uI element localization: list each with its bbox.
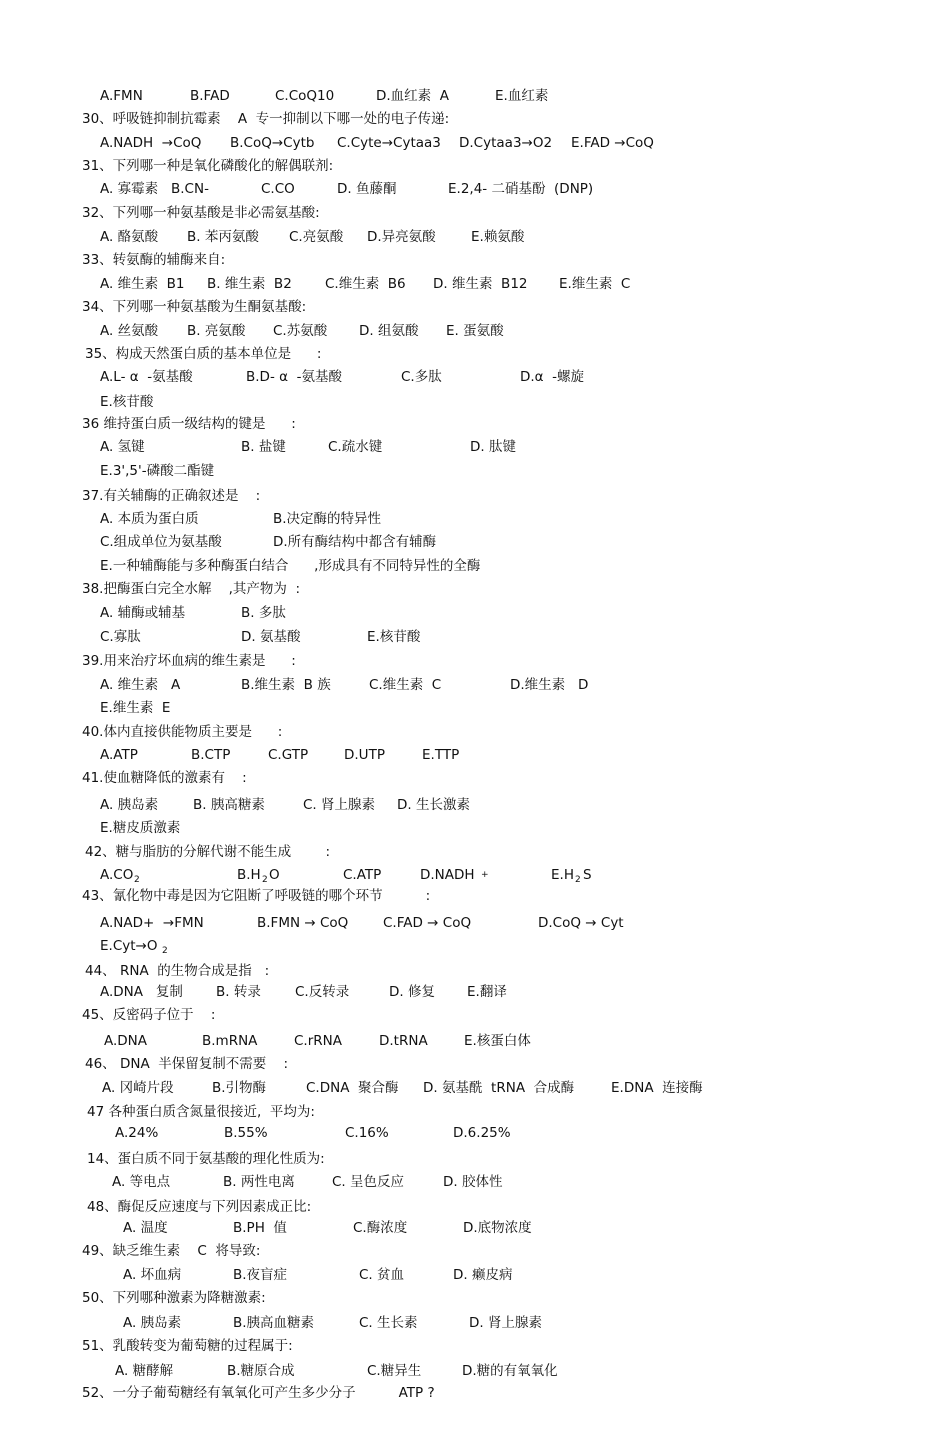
option-text: A.DNA 复制 bbox=[100, 984, 183, 1000]
option-text: A. 胰岛素 bbox=[123, 1315, 182, 1331]
question-text: 41.使血糖降低的激素有 : bbox=[82, 770, 247, 786]
question-text: 36 维持蛋白质一级结构的键是 : bbox=[82, 416, 296, 432]
question-text: 35、构成天然蛋白质的基本单位是 : bbox=[85, 346, 322, 362]
option-text: B.CN- bbox=[171, 181, 209, 197]
question-text: 31、下列哪一种是氧化磷酸化的解偶联剂: bbox=[82, 158, 334, 174]
option-text: E. 蛋氨酸 bbox=[446, 323, 504, 339]
option-text: A. 本质为蛋白质 bbox=[100, 511, 199, 527]
option-text: E.H bbox=[551, 867, 574, 883]
option-text: B. 亮氨酸 bbox=[187, 323, 246, 339]
option-text: C.疏水键 bbox=[328, 439, 383, 455]
text-line bbox=[0, 1078, 950, 1098]
option-text: E.赖氨酸 bbox=[471, 229, 525, 245]
option-text: B. 转录 bbox=[216, 984, 261, 1000]
option-text: A.24% bbox=[115, 1125, 159, 1141]
option-text: E.Cyt→O bbox=[100, 938, 158, 954]
text-line bbox=[0, 579, 950, 599]
question-text: E.维生素 E bbox=[100, 700, 171, 716]
option-text: D.血红素 A bbox=[376, 88, 450, 104]
question-text: E.3',5'-磷酸二酯键 bbox=[100, 463, 215, 479]
script-text: 2 bbox=[134, 875, 140, 885]
option-text: A. 酪氨酸 bbox=[100, 229, 159, 245]
option-text: D.糖的有氧氧化 bbox=[462, 1363, 558, 1379]
question-text: 37.有关辅酶的正确叙述是 : bbox=[82, 488, 261, 504]
text-line bbox=[0, 818, 950, 838]
option-text: D.Cytaa3→O2 bbox=[459, 135, 553, 151]
text-line bbox=[0, 556, 950, 576]
text-line bbox=[0, 321, 950, 341]
text-line bbox=[0, 1031, 950, 1051]
text-line bbox=[0, 367, 950, 387]
text-line bbox=[0, 1218, 950, 1238]
text-line bbox=[0, 961, 950, 981]
option-text: A.L- α -氨基酸 bbox=[100, 369, 193, 385]
text-line bbox=[0, 936, 950, 956]
question-text: 42、糖与脂肪的分解代谢不能生成 : bbox=[85, 844, 331, 860]
option-text: D. 维生素 B12 bbox=[433, 276, 528, 292]
option-text: D.6.25% bbox=[453, 1125, 511, 1141]
option-text: A.NADH →CoQ bbox=[100, 135, 202, 151]
option-text: A. 丝氨酸 bbox=[100, 323, 159, 339]
option-text: B.FMN → CoQ bbox=[257, 915, 349, 931]
text-line bbox=[0, 982, 950, 1002]
option-text: D.tRNA bbox=[379, 1033, 428, 1049]
option-text: B.H bbox=[237, 867, 261, 883]
option-text: E.FAD →CoQ bbox=[571, 135, 654, 151]
text-line bbox=[0, 392, 950, 412]
option-text: D. 生长激素 bbox=[397, 797, 470, 813]
text-line bbox=[0, 627, 950, 647]
question-text: E.核苷酸 bbox=[100, 394, 154, 410]
text-line bbox=[0, 745, 950, 765]
option-text: C.糖异生 bbox=[367, 1363, 422, 1379]
option-text: C.CoQ10 bbox=[275, 88, 335, 104]
text-line bbox=[0, 250, 950, 270]
option-text: C. 肾上腺素 bbox=[303, 797, 376, 813]
option-text: D.异亮氨酸 bbox=[367, 229, 436, 245]
option-text: C. 呈色反应 bbox=[332, 1174, 405, 1190]
option-text: B. 盐键 bbox=[241, 439, 286, 455]
option-text: A. 维生素 B1 bbox=[100, 276, 185, 292]
text-line bbox=[0, 1102, 950, 1122]
option-text: D.NADH bbox=[420, 867, 475, 883]
text-line bbox=[0, 227, 950, 247]
option-text: A. 坏血病 bbox=[123, 1267, 182, 1283]
text-line bbox=[0, 1123, 950, 1143]
option-text: A. 氢键 bbox=[100, 439, 145, 455]
option-text: E.核苷酸 bbox=[367, 629, 421, 645]
text-line bbox=[0, 509, 950, 529]
question-text: 47 各种蛋白质含氮量很接近, 平均为: bbox=[87, 1104, 315, 1120]
question-text: 14、蛋白质不同于氨基酸的理化性质为: bbox=[87, 1151, 325, 1167]
script-text: + bbox=[481, 870, 489, 880]
text-line bbox=[0, 1172, 950, 1192]
option-text: D. 胶体性 bbox=[443, 1174, 503, 1190]
text-line bbox=[0, 179, 950, 199]
option-text: A. 等电点 bbox=[112, 1174, 171, 1190]
option-text: D. 氨基酸 bbox=[241, 629, 301, 645]
option-text: E.血红素 bbox=[495, 88, 549, 104]
option-text: E.维生素 C bbox=[559, 276, 631, 292]
option-text: B.维生素 B 族 bbox=[241, 677, 331, 693]
option-text: B.CoQ→Cytb bbox=[230, 135, 315, 151]
option-text: B. 两性电离 bbox=[223, 1174, 295, 1190]
option-text: B. 苯丙氨酸 bbox=[187, 229, 259, 245]
text-line bbox=[0, 1241, 950, 1261]
question-text: 51、乳酸转变为葡萄糖的过程属于: bbox=[82, 1338, 293, 1354]
script-text: 2 bbox=[575, 875, 581, 885]
option-text: B. 胰高糖素 bbox=[193, 797, 265, 813]
option-text: C.寡肽 bbox=[100, 629, 141, 645]
text-line bbox=[0, 675, 950, 695]
option-text: C.Cyte→Cytaa3 bbox=[337, 135, 441, 151]
question-text: 45、反密码子位于 : bbox=[82, 1007, 216, 1023]
text-line bbox=[0, 768, 950, 788]
text-line bbox=[0, 722, 950, 742]
question-text: 39.用来治疗坏血病的维生素是 : bbox=[82, 653, 296, 669]
text-line bbox=[0, 842, 950, 862]
option-text: D.底物浓度 bbox=[463, 1220, 532, 1236]
option-text: B.D- α -氨基酸 bbox=[246, 369, 342, 385]
option-text: C.苏氨酸 bbox=[273, 323, 328, 339]
option-text: B.mRNA bbox=[202, 1033, 258, 1049]
option-text: C.反转录 bbox=[295, 984, 350, 1000]
text-line bbox=[0, 886, 950, 906]
question-text: E.一种辅酶能与多种酶蛋白结合 ,形成具有不同特异性的全酶 bbox=[100, 558, 481, 574]
question-text: E.糖皮质激素 bbox=[100, 820, 181, 836]
option-text: D. 氨基酰 tRNA 合成酶 bbox=[423, 1080, 575, 1096]
option-text: C.多肽 bbox=[401, 369, 442, 385]
option-text: C.CO bbox=[261, 181, 295, 197]
question-text: 33、转氨酶的辅酶来自: bbox=[82, 252, 226, 268]
option-text: C.rRNA bbox=[294, 1033, 342, 1049]
text-line bbox=[0, 1361, 950, 1381]
option-text: A.ATP bbox=[100, 747, 138, 763]
text-line bbox=[0, 603, 950, 623]
question-text: 44、 RNA 的生物合成是指 : bbox=[85, 963, 270, 979]
question-text: 50、下列哪种激素为降糖激素: bbox=[82, 1290, 266, 1306]
text-line bbox=[0, 795, 950, 815]
option-text: A. 冈崎片段 bbox=[102, 1080, 174, 1096]
option-text: B. 维生素 B2 bbox=[207, 276, 292, 292]
question-text: 52、一分子葡萄糖经有氧氧化可产生多少分子 ATP ? bbox=[82, 1385, 435, 1401]
option-text: A.NAD+ →FMN bbox=[100, 915, 204, 931]
option-text: E.DNA 连接酶 bbox=[611, 1080, 703, 1096]
option-text: D.所有酶结构中都含有辅酶 bbox=[273, 534, 437, 550]
option-text: A. 维生素 A bbox=[100, 677, 181, 693]
text-line bbox=[0, 274, 950, 294]
text-line bbox=[0, 461, 950, 481]
option-text: E.TTP bbox=[422, 747, 460, 763]
option-text: B.夜盲症 bbox=[233, 1267, 288, 1283]
text-line bbox=[0, 156, 950, 176]
option-text: D. 癞皮病 bbox=[453, 1267, 513, 1283]
option-text: B. 多肽 bbox=[241, 605, 286, 621]
option-text: C.DNA 聚合酶 bbox=[306, 1080, 399, 1096]
option-text: A. 辅酶或辅基 bbox=[100, 605, 186, 621]
text-line bbox=[0, 1383, 950, 1403]
option-text: C.FAD → CoQ bbox=[383, 915, 472, 931]
script-text: 2 bbox=[162, 946, 168, 956]
text-line bbox=[0, 203, 950, 223]
option-text: B.糖原合成 bbox=[227, 1363, 295, 1379]
option-text: D.α -螺旋 bbox=[520, 369, 585, 385]
option-text: D. 肽键 bbox=[470, 439, 516, 455]
option-text: B.胰高血糖素 bbox=[233, 1315, 315, 1331]
option-text: E.翻译 bbox=[467, 984, 507, 1000]
text-line bbox=[0, 1265, 950, 1285]
option-text: B.FAD bbox=[190, 88, 230, 104]
option-text: C. 生长素 bbox=[359, 1315, 418, 1331]
option-text: D. 鱼藤酮 bbox=[337, 181, 397, 197]
script-text: 2 bbox=[262, 875, 268, 885]
text-line bbox=[0, 651, 950, 671]
question-text: 40.体内直接供能物质主要是 : bbox=[82, 724, 283, 740]
option-text: C.16% bbox=[345, 1125, 389, 1141]
option-text: D.维生素 D bbox=[510, 677, 589, 693]
option-text: D. 肾上腺素 bbox=[469, 1315, 542, 1331]
option-text: D.UTP bbox=[344, 747, 385, 763]
question-text: 30、呼吸链抑制抗霉素 A 专一抑制以下哪一处的电子传递: bbox=[82, 111, 450, 127]
text-line bbox=[0, 297, 950, 317]
option-text: B.PH 值 bbox=[233, 1220, 287, 1236]
option-text: A. 温度 bbox=[123, 1220, 168, 1236]
text-line bbox=[0, 1288, 950, 1308]
text-line bbox=[0, 532, 950, 552]
question-text: 46、 DNA 半保留复制不需要 : bbox=[85, 1056, 288, 1072]
question-text: 49、缺乏维生素 C 将导致: bbox=[82, 1243, 261, 1259]
option-text: B.55% bbox=[224, 1125, 268, 1141]
text-line bbox=[0, 109, 950, 129]
text-line bbox=[0, 86, 950, 106]
text-line bbox=[0, 344, 950, 364]
text-line bbox=[0, 1005, 950, 1025]
option-text: C.维生素 B6 bbox=[325, 276, 406, 292]
option-text: C. 贫血 bbox=[359, 1267, 405, 1283]
option-text: D. 组氨酸 bbox=[359, 323, 419, 339]
option-text: B.决定酶的特异性 bbox=[273, 511, 382, 527]
option-text: A.DNA bbox=[104, 1033, 148, 1049]
text-line bbox=[0, 698, 950, 718]
text-line bbox=[0, 414, 950, 434]
option-text bbox=[162, 936, 168, 961]
text-line bbox=[0, 133, 950, 153]
option-text: A. 寡霉素 bbox=[100, 181, 159, 197]
option-text: D.CoQ → Cyt bbox=[538, 915, 624, 931]
option-text: D. 修复 bbox=[389, 984, 435, 1000]
option-text: C.亮氨酸 bbox=[289, 229, 344, 245]
text-line bbox=[0, 1336, 950, 1356]
option-text: C.ATP bbox=[343, 867, 382, 883]
option-text: A.FMN bbox=[100, 88, 143, 104]
option-text: A. 糖酵解 bbox=[115, 1363, 174, 1379]
text-line bbox=[0, 1197, 950, 1217]
option-text: O bbox=[269, 867, 280, 883]
text-line bbox=[0, 1149, 950, 1169]
text-line bbox=[0, 486, 950, 506]
option-text: B.引物酶 bbox=[212, 1080, 267, 1096]
option-text: C.酶浓度 bbox=[353, 1220, 408, 1236]
option-text: C.组成单位为氨基酸 bbox=[100, 534, 222, 550]
question-text: 48、酶促反应速度与下列因素成正比: bbox=[87, 1199, 312, 1215]
question-text: 32、下列哪一种氨基酸是非必需氨基酸: bbox=[82, 205, 320, 221]
option-text: E.2,4- 二硝基酚 (DNP) bbox=[448, 181, 594, 197]
option-text: B.CTP bbox=[191, 747, 231, 763]
question-text: 38.把酶蛋白完全水解 ,其产物为 : bbox=[82, 581, 301, 597]
text-line bbox=[0, 1313, 950, 1333]
question-text: 43、氰化物中毒是因为它阻断了呼吸链的哪个环节 : bbox=[82, 888, 431, 904]
option-text: A. 胰岛素 bbox=[100, 797, 159, 813]
option-text: C.GTP bbox=[268, 747, 309, 763]
text-line bbox=[0, 913, 950, 933]
question-text: 34、下列哪一种氨基酸为生酮氨基酸: bbox=[82, 299, 307, 315]
text-line bbox=[0, 437, 950, 457]
text-line bbox=[0, 1054, 950, 1074]
option-text: S bbox=[583, 867, 592, 883]
option-text: A.CO bbox=[100, 867, 134, 883]
text-line bbox=[0, 865, 950, 885]
option-text: E.核蛋白体 bbox=[464, 1033, 531, 1049]
option-text: C.维生素 C bbox=[369, 677, 442, 693]
